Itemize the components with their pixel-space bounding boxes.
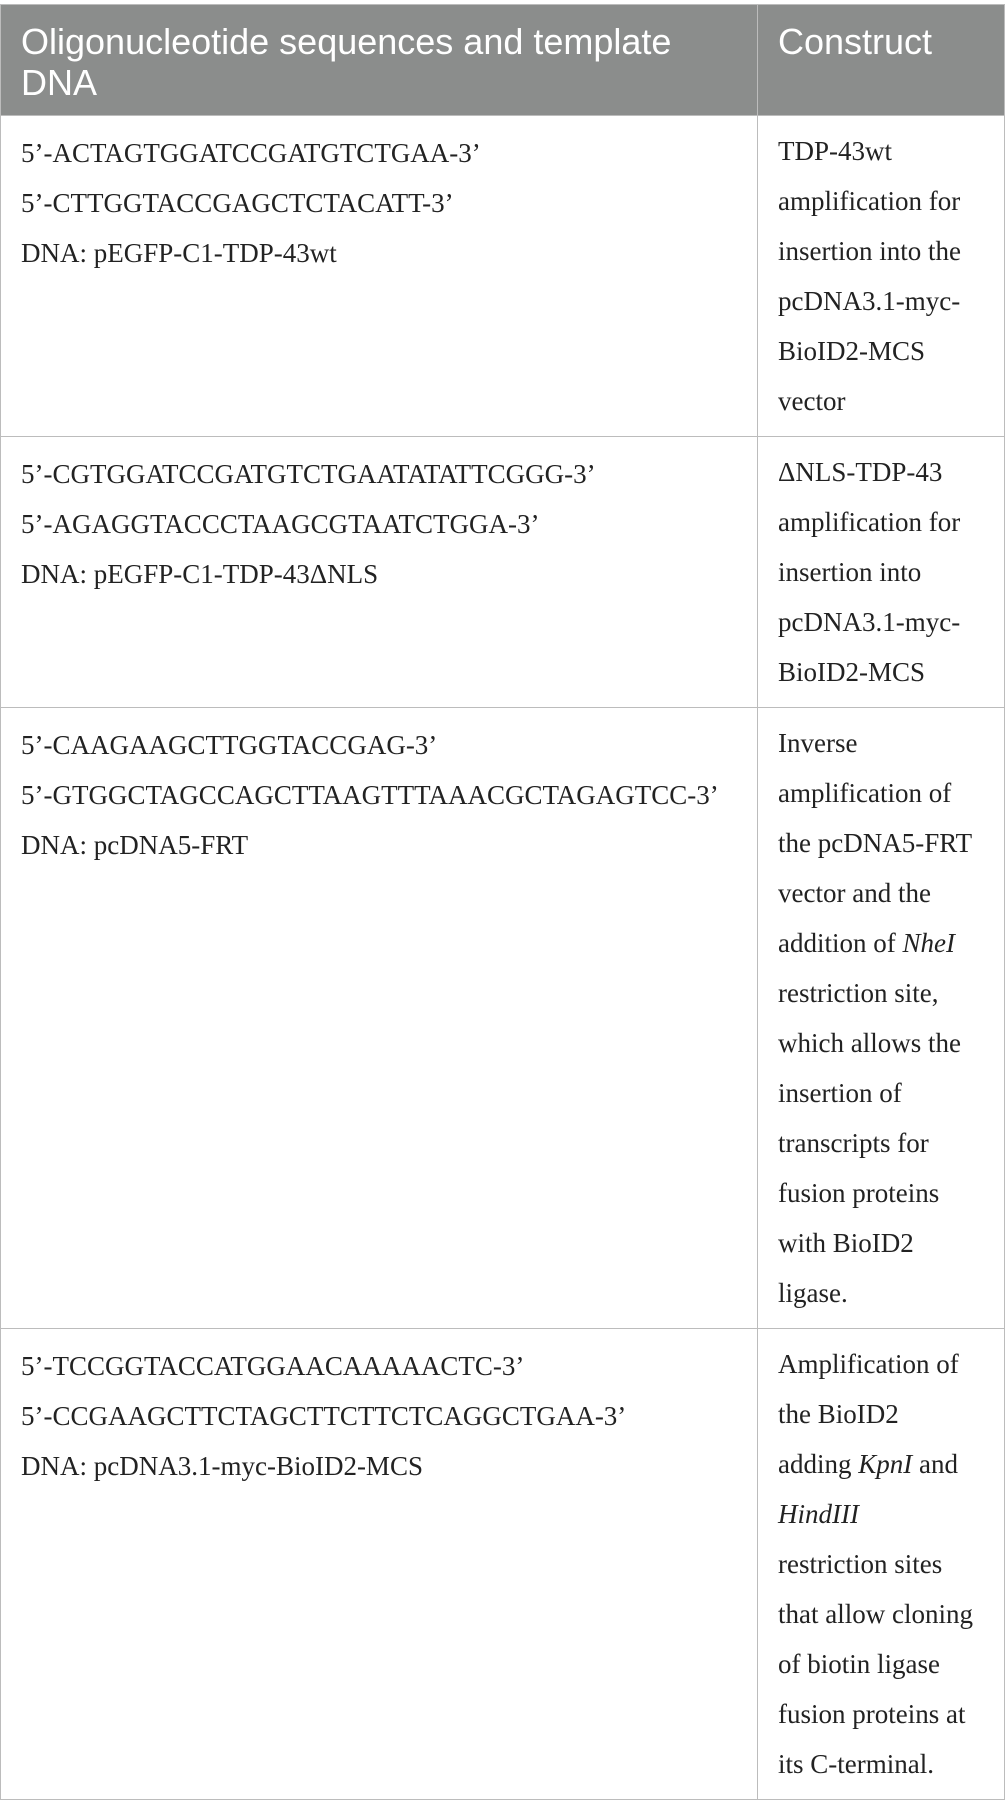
sequence-cell: [1, 708, 758, 1329]
template-dna: DNA: pcDNA3.1-myc-BioID2-MCS: [21, 1451, 423, 1481]
construct-line: fusion proteins at: [778, 1699, 966, 1729]
sequence-cell: [1, 1329, 758, 1800]
construct-cell: [758, 1329, 1005, 1800]
reverse-primer: 5’-AGAGGTACCCTAAGCGTAATCTGGA-3’: [21, 509, 540, 539]
table-row: [1, 116, 1005, 437]
header-construct: Construct: [758, 5, 1005, 116]
construct-line: amplification for: [778, 186, 961, 216]
template-dna: DNA: pEGFP-C1-TDP-43ΔNLS: [21, 559, 379, 589]
reverse-primer: 5’-CTTGGTACCGAGCTCTACATT-3’: [21, 188, 454, 218]
construct-line: with BioID2: [778, 1228, 914, 1258]
construct-line: Inverse: [778, 728, 858, 758]
oligonucleotide-table: [0, 4, 1005, 1800]
construct-line: amplification for: [778, 507, 961, 537]
construct-line: fusion proteins: [778, 1178, 940, 1208]
construct-line: vector: [778, 386, 846, 416]
construct-line: insertion into: [778, 557, 922, 587]
construct-line: that allow cloning: [778, 1599, 973, 1629]
construct-line: pcDNA3.1-myc-: [778, 286, 961, 316]
table-row: [1, 437, 1005, 708]
enzyme-name: HindIII: [778, 1499, 859, 1529]
construct-line: [778, 918, 992, 968]
construct-line: its C-terminal.: [778, 1749, 934, 1779]
construct-line: Amplification of: [778, 1349, 959, 1379]
construct-line: restriction site,: [778, 978, 939, 1008]
table-row: [1, 708, 1005, 1329]
construct-cell: [758, 116, 1005, 437]
template-dna: DNA: pEGFP-C1-TDP-43wt: [21, 238, 337, 268]
construct-line: of biotin ligase: [778, 1649, 940, 1679]
construct-line: TDP-43wt: [778, 136, 892, 166]
header-sequences: Oligonucleotide sequences and template DNA: [1, 5, 758, 116]
table-row: [1, 1329, 1005, 1800]
header-row: [1, 5, 1005, 116]
construct-line: the BioID2: [778, 1399, 899, 1429]
construct-line: insertion of: [778, 1078, 902, 1108]
construct-line: amplification of: [778, 778, 952, 808]
construct-line: restriction sites: [778, 1549, 943, 1579]
forward-primer: 5’-ACTAGTGGATCCGATGTCTGAA-3’: [21, 138, 481, 168]
construct-line: BioID2-MCS: [778, 657, 926, 687]
forward-primer: 5’-CAAGAAGCTTGGTACCGAG-3’: [21, 730, 438, 760]
construct-line: BioID2-MCS: [778, 336, 926, 366]
construct-line: [778, 1439, 992, 1489]
enzyme-name: KpnI: [858, 1449, 913, 1479]
reverse-primer: 5’-GTGGCTAGCCAGCTTAAGTTTAAACGCTAGAGTCC-3’: [21, 780, 719, 810]
construct-line: vector and the: [778, 878, 931, 908]
construct-line: pcDNA3.1-myc-: [778, 607, 961, 637]
enzyme-name: NheI: [902, 928, 955, 958]
construct-text: adding: [778, 1449, 859, 1479]
construct-cell: [758, 437, 1005, 708]
forward-primer: 5’-TCCGGTACCATGGAACAAAAACTC-3’: [21, 1351, 525, 1381]
forward-primer: 5’-CGTGGATCCGATGTCTGAATATATTCGGG-3’: [21, 459, 596, 489]
construct-line: ΔNLS-TDP-43: [778, 457, 943, 487]
construct-line: insertion into the: [778, 236, 961, 266]
sequence-cell: [1, 437, 758, 708]
construct-line: which allows the: [778, 1028, 961, 1058]
construct-line: ligase.: [778, 1278, 848, 1308]
construct-text: addition of: [778, 928, 903, 958]
template-dna: DNA: pcDNA5-FRT: [21, 830, 249, 860]
sequence-cell: [1, 116, 758, 437]
construct-text: and: [912, 1449, 958, 1479]
construct-cell: [758, 708, 1005, 1329]
construct-line: the pcDNA5-FRT: [778, 828, 973, 858]
construct-line: transcripts for: [778, 1128, 929, 1158]
reverse-primer: 5’-CCGAAGCTTCTAGCTTCTTCTCAGGCTGAA-3’: [21, 1401, 627, 1431]
